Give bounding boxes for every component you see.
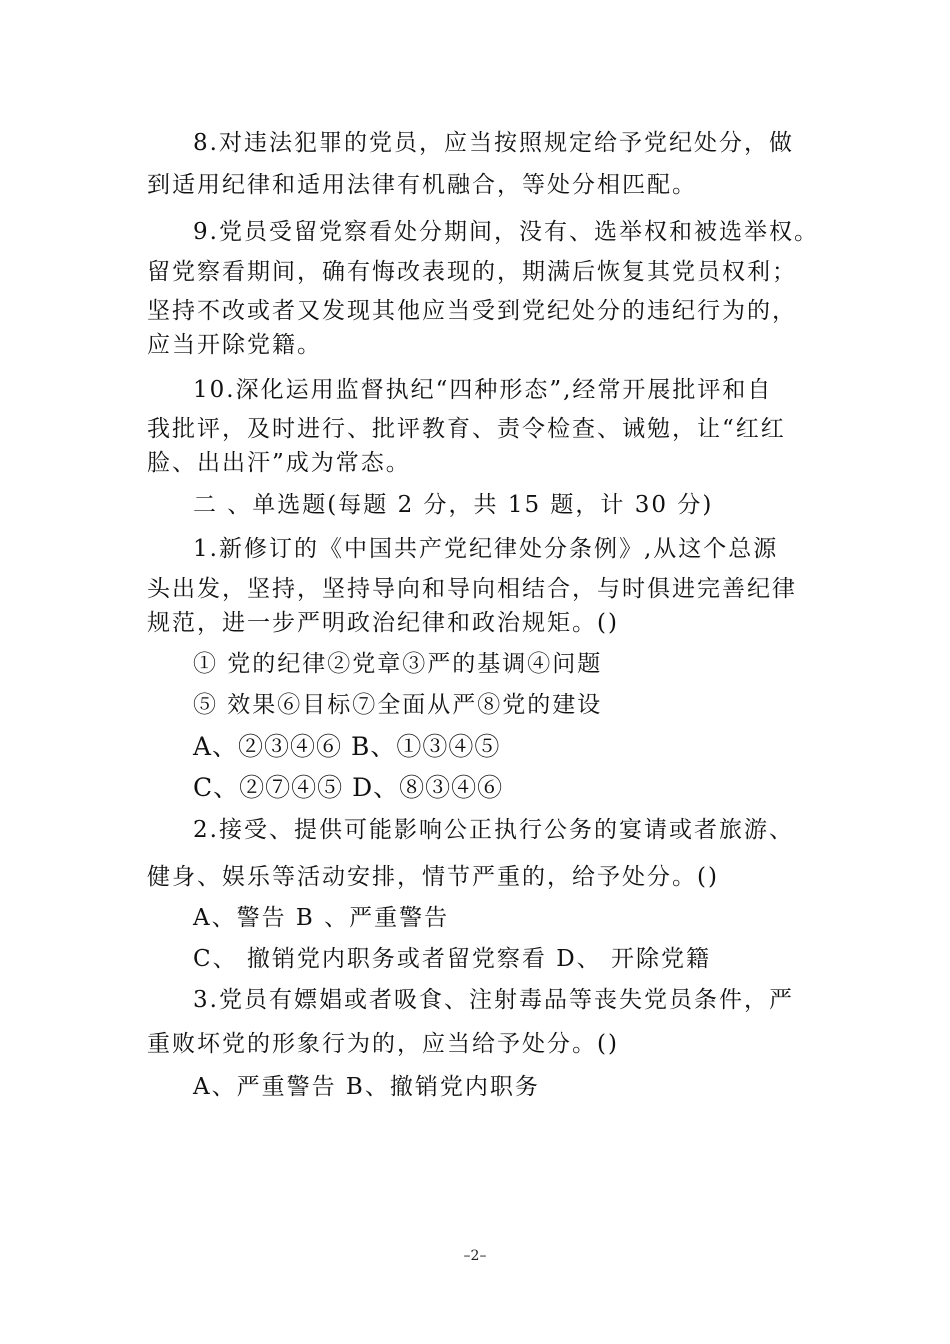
section-heading-single-choice: 二 、单选题(每题 2 分，共 15 题，计 30 分) (193, 492, 714, 518)
q9-line-3: 坚持不改或者又发现其他应当受到党纪处分的违纪行为的， (147, 298, 797, 324)
sc3-options-ab: A、严重警告 B、撤销党内职务 (193, 1074, 540, 1100)
sc2-options-cd: C、 撤销党内职务或者留党察看 D、 开除党籍 (193, 946, 711, 972)
sc2-line-1: 2.接受、提供可能影响公正执行公务的宴请或者旅游、 (193, 817, 794, 843)
page-number: –2– (463, 1248, 487, 1264)
sc1-line-3: 规范，进一步严明政治纪律和政治规矩。() (147, 610, 619, 636)
sc2-line-2: 健身、娱乐等活动安排，情节严重的，给予处分。() (147, 864, 719, 890)
sc1-options-cd: C、②⑦④⑤ D、⑧③④⑥ (193, 773, 504, 802)
sc1-line-1: 1.新修订的《中国共产党纪律处分条例》,从这个总源 (193, 536, 779, 562)
q8-line-2: 到适用纪律和适用法律有机融合，等处分相匹配。 (147, 172, 697, 198)
q9-line-4: 应当开除党籍。 (147, 332, 322, 358)
sc3-line-2: 重败坏党的形象行为的，应当给予处分。() (147, 1031, 619, 1057)
sc1-items-2: ⑤ 效果⑥目标⑦全面从严⑧党的建设 (193, 692, 603, 718)
q10-line-3: 脸、出出汗”成为常态。 (147, 450, 411, 476)
q8-line-1: 8.对违法犯罪的党员，应当按照规定给予党纪处分，做 (193, 130, 794, 156)
sc1-options-ab: A、②③④⑥ B、①③④⑤ (193, 732, 501, 761)
sc1-items-1: ① 党的纪律②党章③严的基调④问题 (193, 651, 603, 677)
q9-line-2: 留党察看期间，确有悔改表现的，期满后恢复其党员权利； (147, 259, 797, 285)
sc3-line-1: 3.党员有嫖娼或者吸食、注射毒品等丧失党员条件，严 (193, 987, 794, 1013)
q9-line-1: 9.党员受留党察看处分期间，没有、选举权和被选举权。 (193, 219, 819, 245)
sc2-options-ab: A、警告 B 、严重警告 (193, 905, 450, 931)
sc1-line-2: 头出发，坚持，坚持导向和导向相结合，与时俱进完善纪律 (147, 576, 797, 602)
q10-line-2: 我批评，及时进行、批评教育、责令检查、诫勉，让“红红 (147, 416, 786, 442)
q10-line-1: 10.深化运用监督执纪“四种形态”,经常开展批评和自 (193, 377, 773, 403)
